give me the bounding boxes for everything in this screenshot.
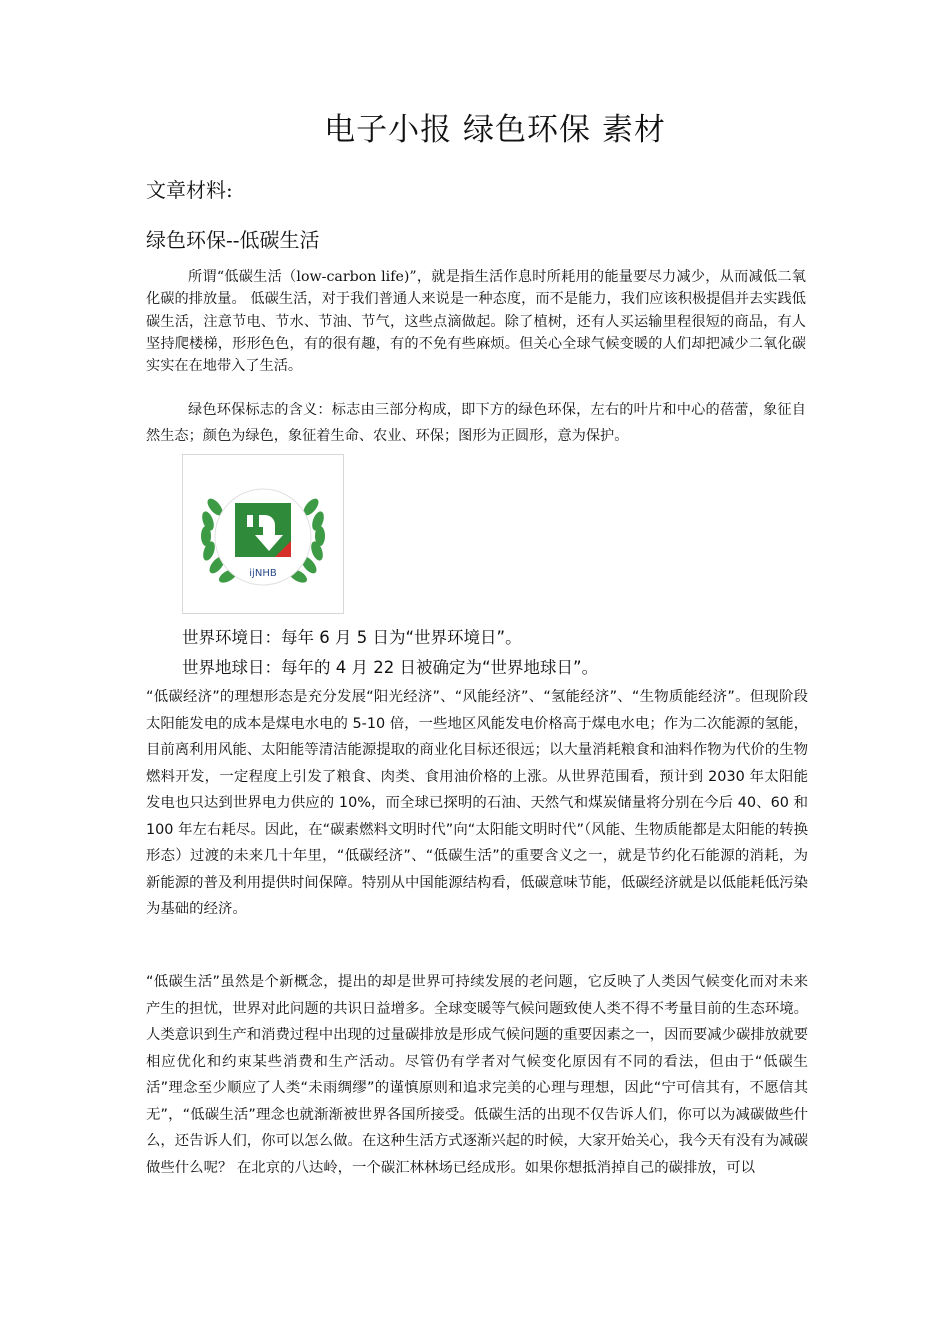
world-environment-day: 世界环境日：每年 6 月 5 日为“世界环境日”。: [182, 628, 522, 647]
green-environmental-logo-icon: [183, 455, 343, 613]
intro-paragraph: 所谓“低碳生活（low-carbon life)”，就是指生活作息时所耗用的能量要尽力减少，从而减低二氧化碳的排放量。 低碳生活，对于我们普通人来说是一种态度，而不是能力，我们应该积极提倡并去实践低碳生活，注意节电、节水、节油、节气，这些点滴做起。除了植树，还有人买运输里程很短的商品，有人坚持爬楼梯，形形色色，有的很有趣，有的不免有些麻烦。但关心全球气候变暖的人们却把减少二氧化碳实实在在地带入了生活。: [146, 269, 806, 375]
logo-meaning-paragraph: 绿色环保标志的含义：标志由三部分构成，即下方的绿色环保，左右的叶片和中心的蓓蕾，象征自然生态；颜色为绿色，象征着生命、农业、环保；图形为正圆形，意为保护。: [146, 402, 806, 444]
svg-text:ijNHB: ijNHB: [249, 568, 277, 579]
low-carbon-economy-paragraph: “低碳经济”的理想形态是充分发展“阳光经济”、“风能经济”、“氢能经济”、“生物质能经济”。但现阶段太阳能发电的成本是煤电水电的 5-10 倍，一些地区风能发电价格高于煤电水电；作为二次能源的氢能，目前离利用风能、太阳能等清洁能源提取的商业化目标还很远；以大量消耗粮食和油料作物为代价的生物燃料开发，一定程度上引发了粮食、肉类、食用油价格的上涨。从世界范围看，预计到 2030 年太阳能发电也只达到世界电力供应的 10%，而全球已探明的石油、天然气和煤炭储量将分别在今后 40、60 和 100 年左右耗尽。因此，在“碳素燃料文明时代”向“太阳能文明时代”（风能、生物质能都是太阳能的转换形态）过渡的未来几十年里，“低碳经济”、“低碳生活”的重要含义之一，就是节约化石能源的消耗，为新能源的普及利用提供时间保障。特别从中国能源结构看，低碳意味节能，低碳经济就是以低能耗低污染为基础的经济。: [146, 689, 808, 917]
article-title: 绿色环保--低碳生活: [146, 228, 320, 252]
environmental-logo-image: [182, 454, 344, 614]
low-carbon-life-paragraph: “低碳生活”虽然是个新概念，提出的却是世界可持续发展的老问题，它反映了人类因气候变化而对未来产生的担忧，世界对此问题的共识日益增多。全球变暖等气候问题致使人类不得不考量目前的生态环境。人类意识到生产和消费过程中出现的过量碳排放是形成气候问题的重要因素之一，因而要减少碳排放就要相应优化和约束某些消费和生产活动。尽管仍有学者对气候变化原因有不同的看法，但由于“低碳生活”理念至少顺应了人类“未雨绸缪”的谨慎原则和追求完美的心理与理想，因此“宁可信其有，不愿信其无”，“低碳生活”理念也就渐渐被世界各国所接受。低碳生活的出现不仅告诉人们，你可以为减碳做些什么，还告诉人们，你可以怎么做。在这种生活方式逐渐兴起的时候，大家开始关心，我今天有没有为减碳做些什么呢？ 在北京的八达岭，一个碳汇林林场已经成形。如果你想抵消掉自己的碳排放，可以: [146, 974, 808, 1176]
page-title: 电子小报 绿色环保 素材: [324, 112, 666, 148]
section-label: 文章材料:: [146, 178, 233, 202]
world-earth-day: 世界地球日：每年的 4 月 22 日被确定为“世界地球日”。: [182, 658, 599, 677]
